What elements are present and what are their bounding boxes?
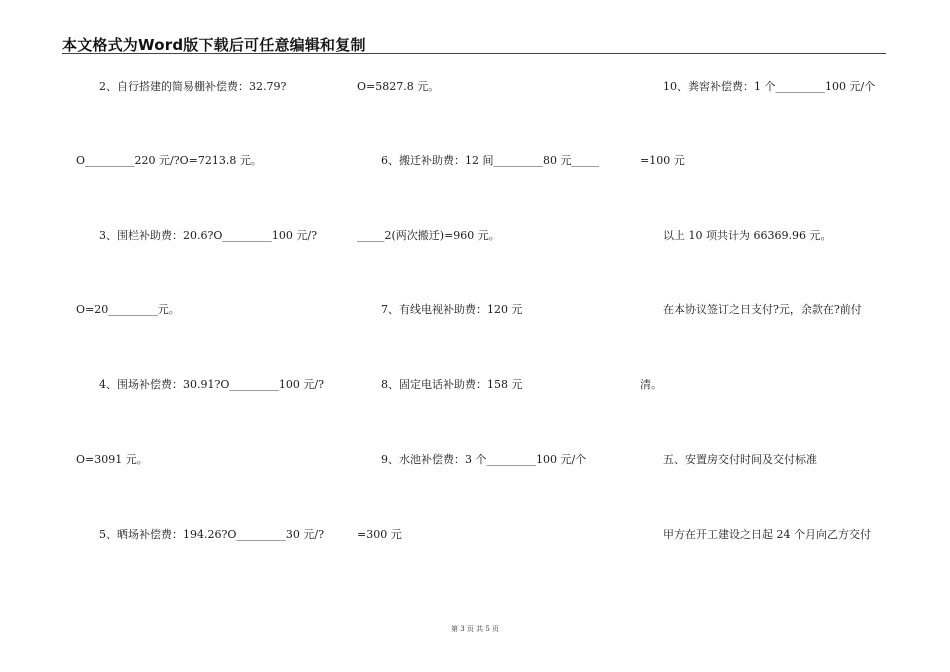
page-footer — [0, 624, 950, 634]
middle-line-5: 8、固定电话补助费：158 元 — [381, 378, 523, 391]
left-line-5: 4、围场补偿费：30.91?O_________100 元/? — [99, 378, 324, 391]
right-line-5: 清。 — [640, 378, 662, 391]
middle-line-2: 6、搬迁补助费：12 间_________80 元_____ — [381, 154, 599, 167]
right-line-4: 在本协议签订之日支付?元，余款在?前付 — [663, 303, 862, 316]
right-line-3: 以上 10 项共计为 66369.96 元。 — [663, 229, 832, 242]
left-line-6: O=3091 元。 — [76, 453, 148, 466]
right-line-1: 10、粪窖补偿费：1 个_________100 元/个 — [663, 80, 876, 93]
document-header-title: 本文格式为Word版下载后可任意编辑和复制 — [62, 36, 366, 54]
left-line-2: O_________220 元/?O=7213.8 元。 — [76, 154, 262, 167]
left-line-7: 5、晒场补偿费：194.26?O_________30 元/? — [99, 528, 324, 541]
middle-line-6: 9、水池补偿费：3 个_________100 元/个 — [381, 453, 587, 466]
right-line-6: 五、安置房交付时间及交付标准 — [663, 453, 817, 466]
right-line-2: =100 元 — [640, 154, 685, 167]
middle-line-7: =300 元 — [357, 528, 402, 541]
middle-line-4: 7、有线电视补助费：120 元 — [381, 303, 523, 316]
middle-line-1: O=5827.8 元。 — [357, 80, 440, 93]
left-line-4: O=20_________元。 — [76, 303, 180, 316]
middle-line-3: _____2(两次搬迁)=960 元。 — [357, 229, 500, 242]
right-line-7: 甲方在开工建设之日起 24 个月向乙方交付 — [663, 528, 871, 541]
page-number-label: 第 3 页 共 5 页 — [450, 625, 500, 633]
left-line-1: 2、自行搭建的简易棚补偿费：32.79? — [99, 80, 287, 93]
left-line-3: 3、围栏补助费：20.6?O_________100 元/? — [99, 229, 318, 242]
header-divider — [62, 53, 886, 54]
